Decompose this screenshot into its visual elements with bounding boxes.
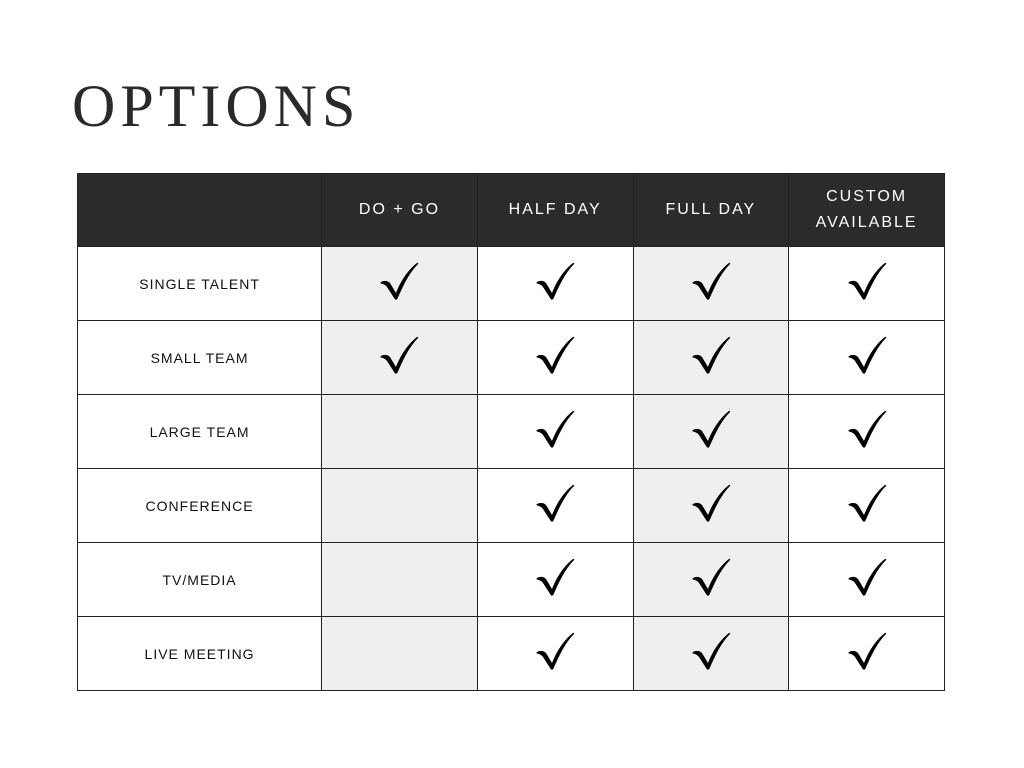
option-cell: [789, 395, 945, 469]
option-cell: [789, 617, 945, 691]
checkmark-icon: [535, 630, 575, 672]
checkmark-icon: [847, 482, 887, 524]
header-cell-half-day: [477, 174, 633, 247]
checkmark-icon: [847, 630, 887, 672]
checkmark-icon: [379, 260, 419, 302]
header-label: HALF DAY: [508, 201, 602, 218]
table-row: [78, 469, 945, 543]
table-row: [78, 617, 945, 691]
option-cell: [633, 247, 789, 321]
checkmark-icon: [535, 482, 575, 524]
option-cell: [322, 543, 478, 617]
option-cell: [477, 321, 633, 395]
checkmark-icon: [691, 556, 731, 598]
checkmark-icon: [691, 260, 731, 302]
option-cell: [477, 543, 633, 617]
option-cell: [322, 395, 478, 469]
checkmark-icon: [535, 260, 575, 302]
header-cell-do-go: [322, 174, 478, 247]
option-cell: [477, 469, 633, 543]
checkmark-icon: [847, 408, 887, 450]
header-label: DO + GO: [358, 201, 441, 218]
checkmark-icon: [691, 630, 731, 672]
checkmark-icon: [535, 408, 575, 450]
row-label: SINGLE TALENT: [78, 247, 322, 321]
checkmark-icon: [847, 334, 887, 376]
option-cell: [477, 395, 633, 469]
checkmark-icon: [379, 334, 419, 376]
option-cell: [789, 543, 945, 617]
table-body: [78, 247, 945, 691]
header-label: FULL DAY: [665, 201, 757, 218]
header-cell-full-day: [633, 174, 789, 247]
checkmark-icon: [535, 556, 575, 598]
option-cell: [789, 469, 945, 543]
checkmark-icon: [535, 334, 575, 376]
header-cell-empty: [78, 174, 322, 247]
option-cell: [477, 247, 633, 321]
table-row: [78, 247, 945, 321]
option-cell: [789, 321, 945, 395]
option-cell: [322, 469, 478, 543]
options-table: [77, 173, 945, 691]
header-row: [78, 174, 945, 247]
table-row: [78, 395, 945, 469]
option-cell: [322, 321, 478, 395]
row-label: TV/MEDIA: [78, 543, 322, 617]
option-cell: [322, 617, 478, 691]
option-cell: [633, 395, 789, 469]
checkmark-icon: [847, 556, 887, 598]
option-cell: [633, 469, 789, 543]
row-label: CONFERENCE: [78, 469, 322, 543]
header-label: CUSTOM AVAILABLE: [815, 188, 918, 231]
header-cell-custom-available: [789, 174, 945, 247]
option-cell: [322, 247, 478, 321]
row-label: LARGE TEAM: [78, 395, 322, 469]
table-row: [78, 321, 945, 395]
checkmark-icon: [691, 334, 731, 376]
row-label: SMALL TEAM: [78, 321, 322, 395]
option-cell: [789, 247, 945, 321]
page-title: OPTIONS: [72, 73, 361, 139]
option-cell: [633, 617, 789, 691]
table-row: [78, 543, 945, 617]
checkmark-icon: [691, 408, 731, 450]
row-label: LIVE MEETING: [78, 617, 322, 691]
option-cell: [477, 617, 633, 691]
option-cell: [633, 321, 789, 395]
option-cell: [633, 543, 789, 617]
checkmark-icon: [847, 260, 887, 302]
checkmark-icon: [691, 482, 731, 524]
